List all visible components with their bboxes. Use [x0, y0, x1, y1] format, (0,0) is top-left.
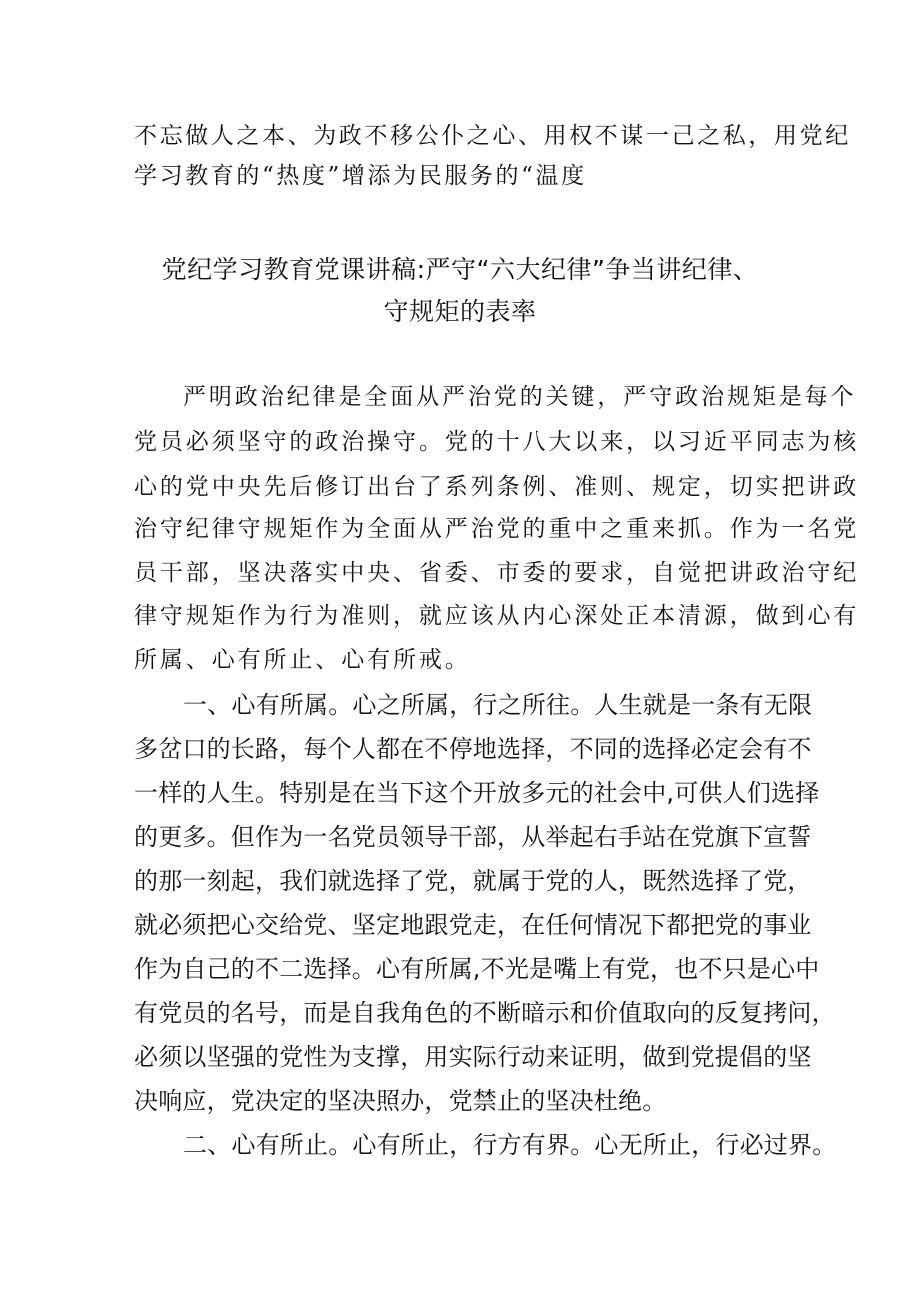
- article-title-line-2: 守规矩的表率: [383, 297, 537, 326]
- paragraph-1-line-5: 员干部，坚决落实中央、省委、市委的要求，自觉把讲政治守纪: [134, 560, 860, 586]
- paragraph-2-line-8: 有党员的名号，而是自我角色的不断暗示和价值取向的反复拷问，: [134, 999, 836, 1027]
- paragraph-2-line-3: 一样的人生。特别是在当下这个开放多元的社会中,可供人们选择: [134, 779, 820, 807]
- paragraph-1-line-4: 治守纪律守规矩作为全面从严治党的重中之重来抓。作为一名党: [134, 516, 860, 542]
- paragraph-1-line-2: 党员必须坚守的政治操守。党的十八大以来，以习近平同志为核: [134, 429, 860, 455]
- paragraph-2-line-2: 多岔口的长路，每个人都在不停地选择，不同的选择必定会有不: [134, 735, 812, 763]
- paragraph-2-line-6: 就必须把心交给党、坚定地跟党走，在任何情况下都把党的事业: [134, 911, 812, 939]
- paragraph-2-line-5: 的那一刻起，我们就选择了党，就属于党的人，既然选择了党，: [134, 867, 812, 895]
- paragraph-1-line-1: 严明政治纪律是全面从严治党的关键，严守政治规矩是每个: [183, 384, 857, 410]
- article-title-line-1: 党纪学习教育党课讲稿:严守“六大纪律”争当讲纪律、: [161, 255, 759, 284]
- paragraph-1-line-3: 心的党中央先后修订出台了系列条例、准则、规定，切实把讲政: [134, 474, 860, 500]
- intro-heading-line-2: 学习教育的“热度”增添为民服务的“温度: [134, 163, 587, 189]
- paragraph-2-line-10: 决响应，党决定的坚决照办，党禁止的坚决杜绝。: [134, 1087, 667, 1115]
- paragraph-2-line-4: 的更多。但作为一名党员领导干部，从举起右手站在党旗下宣誓: [134, 823, 812, 851]
- paragraph-2-line-9: 必须以坚强的党性为支撑，用实际行动来证明，做到党提倡的坚: [134, 1043, 812, 1071]
- intro-heading-line-1: 不忘做人之本、为政不移公仆之心、用权不谋一己之私，用党纪: [134, 123, 851, 149]
- paragraph-2-line-1: 一、心有所属。心之所属，行之所往。人生就是一条有无限: [183, 691, 813, 719]
- paragraph-2-line-7: 作为自己的不二选择。心有所属,不光是嘴上有党，也不只是心中: [134, 955, 820, 983]
- paragraph-3-line-1: 二、心有所止。心有所止，行方有界。心无所止，行必过界。: [183, 1131, 837, 1159]
- paragraph-1-line-6: 律守规矩作为行为准则，就应该从内心深处正本清源，做到心有: [134, 603, 860, 629]
- paragraph-1-line-7: 所属、心有所止、心有所戒。: [134, 647, 471, 673]
